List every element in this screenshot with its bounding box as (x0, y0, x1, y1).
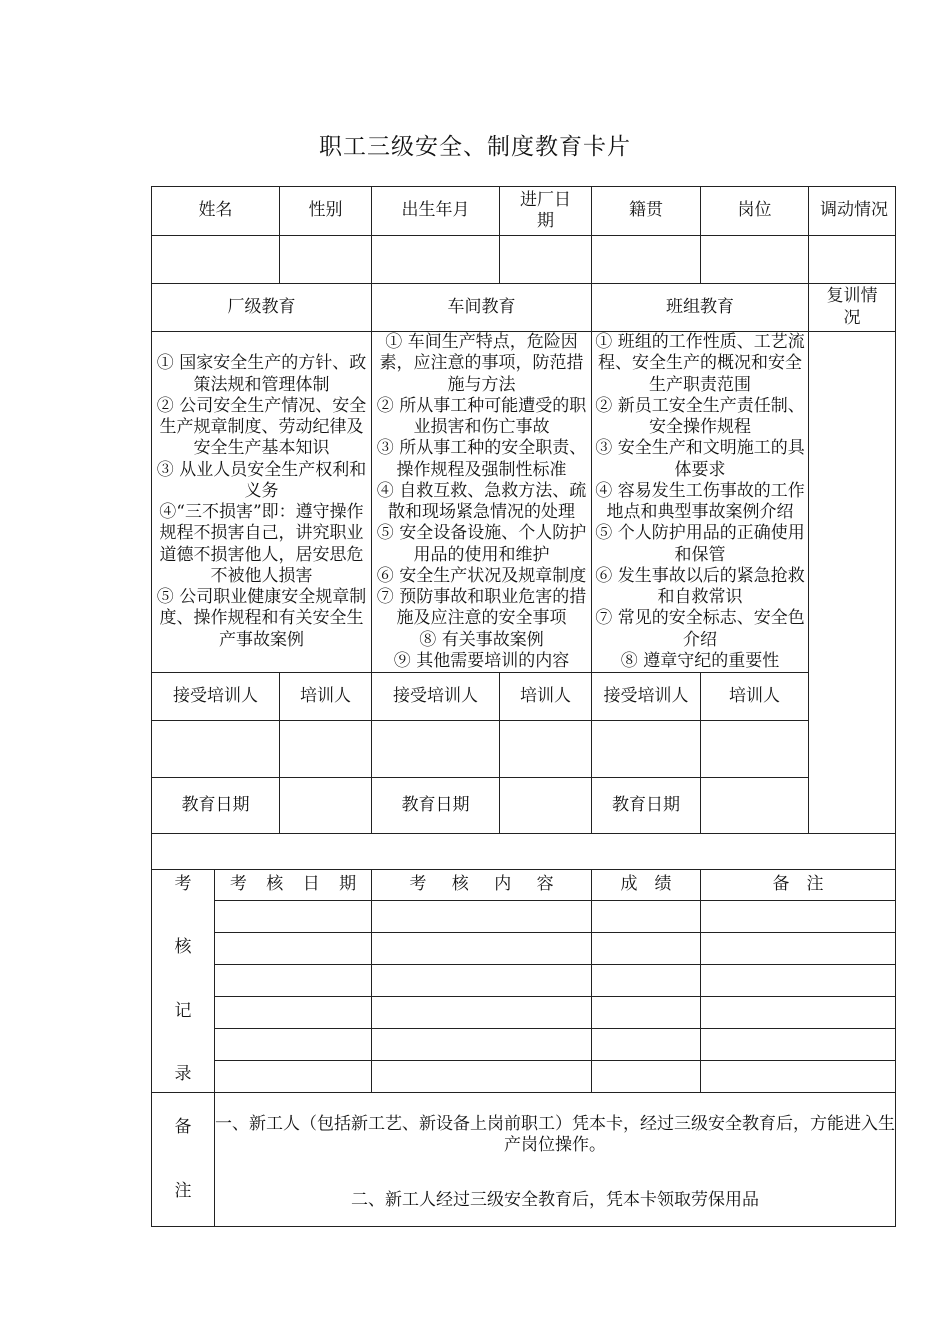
remarks-side-label (152, 1093, 215, 1227)
team-item: ⑦ 常见的安全标志、安全色介绍 (595, 608, 805, 650)
workshop-trainee-label: 接受培训人 (372, 673, 500, 721)
factory-level-header: 厂级教育 (152, 284, 372, 332)
remark-line-2: 二、新工人经过三级安全教育后，凭本卡领取劳保用品 (351, 1190, 759, 1211)
assessment-note-cell[interactable] (701, 997, 896, 1029)
workshop-item: ⑤ 安全设备设施、个人防护用品的使用和维护 (376, 523, 587, 565)
value-gender[interactable] (280, 236, 372, 284)
assessment-content-cell[interactable] (372, 901, 592, 933)
workshop-level-header: 车间教育 (372, 284, 592, 332)
assessment-note-cell[interactable] (701, 901, 896, 933)
workshop-item: ④ 自救互救、急救方法、疏散和现场紧急情况的处理 (376, 480, 587, 522)
factory-item: ① 国家安全生产的方针、政策法规和管理体制 (156, 353, 367, 395)
assessment-date-cell[interactable] (215, 933, 372, 965)
workshop-item: ③ 所从事工种的安全职责、操作规程及强制性标准 (376, 438, 587, 480)
assessment-note-cell[interactable] (701, 1029, 896, 1061)
assessment-side-char: 记 (174, 1000, 192, 1021)
factory-content (152, 332, 372, 673)
value-transfer[interactable] (809, 236, 896, 284)
remarks-content (215, 1093, 896, 1227)
assessment-content-cell[interactable] (372, 1061, 592, 1093)
team-trainee-signature[interactable] (592, 721, 701, 778)
assessment-score-cell[interactable] (592, 1061, 701, 1093)
header-name: 姓名 (152, 187, 280, 236)
team-trainer-signature[interactable] (701, 721, 809, 778)
workshop-content (372, 332, 592, 673)
team-item: ⑥ 发生事故以后的紧急抢救和自救常识 (595, 565, 805, 607)
workshop-trainee-signature[interactable] (372, 721, 500, 778)
workshop-item: ⑦ 预防事故和职业危害的措施及应注意的安全事项 (376, 587, 587, 629)
assessment-date-header: 考 核 日 期 (215, 870, 372, 901)
workshop-item: ⑧ 有关事故案例 (419, 629, 544, 650)
assessment-content-cell[interactable] (372, 1029, 592, 1061)
assessment-date-cell[interactable] (215, 965, 372, 997)
assessment-score-cell[interactable] (592, 901, 701, 933)
assessment-side-char: 录 (174, 1063, 192, 1084)
remarks-side-char: 注 (174, 1180, 192, 1201)
workshop-item: ⑥ 安全生产状况及规章制度 (376, 565, 587, 586)
assessment-content-header: 考 核 内 容 (372, 870, 592, 901)
team-item: ④ 容易发生工伤事故的工作地点和典型事故案例介绍 (595, 480, 805, 522)
assessment-note-cell[interactable] (701, 933, 896, 965)
team-level-header: 班组教育 (592, 284, 809, 332)
assessment-side-char: 核 (174, 937, 192, 958)
assessment-score-cell[interactable] (592, 997, 701, 1029)
workshop-item: ⑨ 其他需要培训的内容 (393, 650, 570, 671)
header-post: 岗位 (701, 187, 809, 236)
retrain-cell[interactable] (809, 332, 896, 834)
team-item: ② 新员工安全生产责任制、安全操作规程 (595, 395, 805, 437)
value-native-place[interactable] (592, 236, 701, 284)
factory-item: ③ 从业人员安全生产权利和义务 (156, 459, 367, 501)
factory-item: ④“三不损害”即：遵守操作规程不损害自己，讲究职业道德不损害他人，居安思危不被他人损害 (159, 502, 364, 586)
assessment-score-cell[interactable] (592, 1029, 701, 1061)
value-birth[interactable] (372, 236, 500, 284)
blank-row (152, 834, 896, 870)
assessment-date-cell[interactable] (215, 997, 372, 1029)
assessment-score-header: 成 绩 (592, 870, 701, 901)
header-birth: 出生年月 (372, 187, 500, 236)
team-date-value[interactable] (701, 778, 809, 834)
factory-date-value[interactable] (280, 778, 372, 834)
page-title: 职工三级安全、制度教育卡片 (319, 134, 631, 160)
assessment-note-cell[interactable] (701, 965, 896, 997)
team-item: ⑧ 遵章守纪的重要性 (620, 650, 780, 671)
assessment-note-cell[interactable] (701, 1061, 896, 1093)
team-item: ③ 安全生产和文明施工的具体要求 (595, 438, 805, 480)
assessment-date-cell[interactable] (215, 1061, 372, 1093)
assessment-side-label (152, 870, 215, 1093)
workshop-date-label: 教育日期 (372, 778, 500, 834)
value-name[interactable] (152, 236, 280, 284)
team-item: ① 班组的工作性质、工艺流程、安全生产的概况和安全生产职责范围 (595, 332, 805, 395)
team-trainee-label: 接受培训人 (592, 673, 701, 721)
assessment-date-cell[interactable] (215, 901, 372, 933)
workshop-item: ② 所从事工种可能遭受的职业损害和伤亡事故 (376, 395, 587, 437)
factory-trainer-label: 培训人 (280, 673, 372, 721)
workshop-date-value[interactable] (500, 778, 592, 834)
assessment-content-cell[interactable] (372, 933, 592, 965)
retrain-header: 复训情况 (809, 284, 896, 332)
assessment-note-header: 备 注 (701, 870, 896, 901)
header-entry-date: 进厂日期 (500, 187, 592, 236)
assessment-score-cell[interactable] (592, 933, 701, 965)
remark-line-1: 一、新工人（包括新工艺、新设备上岗前职工）凭本卡，经过三级安全教育后，方能进入生产岗位操作。 (215, 1113, 895, 1155)
workshop-item: ① 车间生产特点，危险因素，应注意的事项，防范措施与方法 (379, 332, 584, 395)
assessment-side-char: 考 (174, 874, 192, 894)
value-entry-date[interactable] (500, 236, 592, 284)
team-item: ⑤ 个人防护用品的正确使用和保管 (595, 523, 805, 565)
factory-trainee-signature[interactable] (152, 721, 280, 778)
factory-trainee-label: 接受培训人 (152, 673, 280, 721)
team-trainer-label: 培训人 (701, 673, 809, 721)
header-native-place: 籍贯 (592, 187, 701, 236)
value-post[interactable] (701, 236, 809, 284)
factory-item: ⑤ 公司职业健康安全规章制度、操作规程和有关安全生产事故案例 (156, 587, 367, 650)
factory-date-label: 教育日期 (152, 778, 280, 834)
workshop-trainer-label: 培训人 (500, 673, 592, 721)
education-card-table (151, 186, 896, 1227)
assessment-score-cell[interactable] (592, 965, 701, 997)
factory-trainer-signature[interactable] (280, 721, 372, 778)
assessment-content-cell[interactable] (372, 965, 592, 997)
workshop-trainer-signature[interactable] (500, 721, 592, 778)
header-transfer: 调动情况 (809, 187, 896, 236)
remarks-side-char: 备 (174, 1117, 192, 1138)
team-date-label: 教育日期 (592, 778, 701, 834)
factory-item: ② 公司安全生产情况、安全生产规章制度、劳动纪律及安全生产基本知识 (156, 395, 367, 459)
header-gender: 性别 (280, 187, 372, 236)
assessment-content-cell[interactable] (372, 997, 592, 1029)
assessment-date-cell[interactable] (215, 1029, 372, 1061)
team-content (592, 332, 809, 673)
